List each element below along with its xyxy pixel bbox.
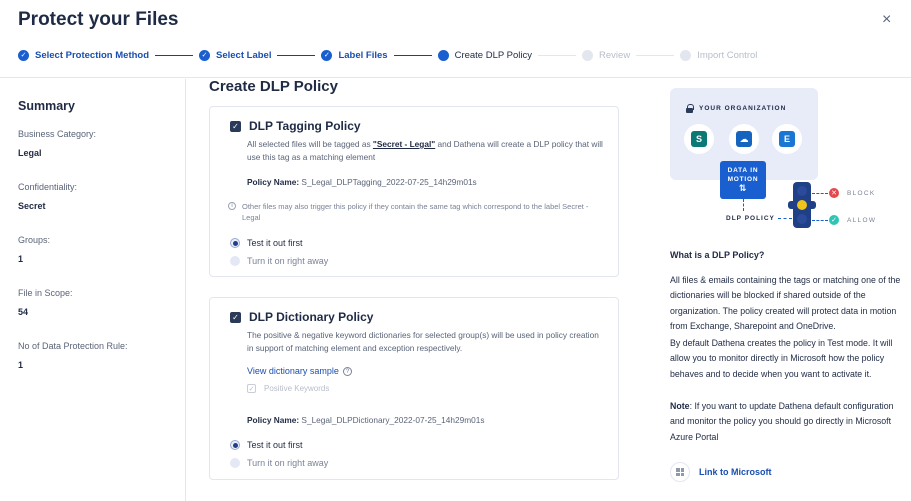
link-label: View dictionary sample <box>247 366 339 376</box>
summary-value: Secret <box>18 201 46 211</box>
link-to-microsoft[interactable] <box>670 462 772 482</box>
onedrive-icon <box>729 124 759 154</box>
step-label-files[interactable]: ✓ Label Files <box>321 50 387 61</box>
onedrive-glyph: ☁ <box>736 131 752 147</box>
step-create-dlp-policy: Create DLP Policy <box>438 50 532 61</box>
stepper <box>18 47 757 63</box>
organization-label <box>686 104 786 112</box>
tag-name: "Secret - Legal" <box>372 139 436 149</box>
radio-label: Test it out first <box>247 440 303 450</box>
view-dictionary-sample-link[interactable] <box>247 366 352 376</box>
desc-text: and Dathena will create a DLP policy that will use this tag as a matching element <box>247 139 603 162</box>
badge-line: MOTION <box>727 176 759 183</box>
radio-turn-on[interactable] <box>230 256 328 266</box>
info-paragraph: By default Dathena creates the policy in Test mode. It will allow you to monitor directly in Microsoft how the policy behaves and to decide when you want to activate it. <box>670 338 893 379</box>
current-step-dot <box>438 50 449 61</box>
radio-label: Turn it on right away <box>247 256 329 266</box>
summary-value: 54 <box>18 307 29 317</box>
info-paragraph: All files & emails containing the tags or matching one of the dictionaries will be blocked if shared outside of the organization. The policy created will protect data in motion from Exchange, Sharepoint and OneDrive. <box>670 275 901 331</box>
data-in-motion-badge <box>720 161 766 199</box>
info-note <box>228 201 608 223</box>
traffic-light-icon <box>793 182 811 228</box>
block-label: BLOCK <box>847 190 876 197</box>
org-label-text: YOUR ORGANIZATION <box>699 104 787 112</box>
summary-sidebar <box>0 79 186 501</box>
checkbox-checked-icon: ✓ <box>230 312 241 323</box>
microsoft-icon <box>670 462 690 482</box>
flow-line <box>778 218 792 219</box>
card-title: DLP Tagging Policy <box>249 119 361 133</box>
step-import-control: Import Control <box>680 50 757 61</box>
checkbox-checked-icon: ✓ <box>230 121 241 132</box>
step-connector <box>538 55 576 56</box>
radio-test-first[interactable] <box>230 238 303 248</box>
summary-value: 1 <box>18 360 24 370</box>
card-title: DLP Dictionary Policy <box>249 310 374 324</box>
policy-name <box>247 415 485 425</box>
help-icon: ? <box>343 367 352 376</box>
pending-step-dot <box>582 50 593 61</box>
dlp-tagging-checkbox[interactable] <box>230 119 361 133</box>
policy-name-value: S_Legal_DLPDictionary_2022-07-25_14h29m01s <box>299 415 485 425</box>
radio-test-first[interactable] <box>230 440 303 450</box>
radio-unselected-icon <box>230 256 240 266</box>
badge-line: DATA IN <box>727 167 759 174</box>
policy-name <box>247 177 477 187</box>
check-icon: ✓ <box>321 50 332 61</box>
radio-selected-icon <box>230 238 240 248</box>
flow-line <box>812 220 828 221</box>
dlp-tagging-card <box>209 106 619 277</box>
arrows-icon: ⇅ <box>738 183 748 193</box>
light-top <box>797 186 807 196</box>
radio-selected-icon <box>230 440 240 450</box>
radio-turn-on[interactable] <box>230 458 328 468</box>
step-connector <box>394 55 432 56</box>
pending-step-dot <box>680 50 691 61</box>
dlp-dictionary-checkbox[interactable] <box>230 310 373 324</box>
dlp-policy-label: DLP POLICY <box>726 215 775 222</box>
radio-label: Turn it on right away <box>247 458 329 468</box>
positive-keywords-checkbox <box>247 384 329 393</box>
note-text: : If you want to update Dathena default configuration and monitor the policy you should go directly in Microsoft Azure Portal <box>670 401 894 442</box>
summary-label: Confidentiality: <box>18 182 78 192</box>
summary-value: 1 <box>18 254 24 264</box>
step-review: Review <box>582 50 630 61</box>
check-icon: ✓ <box>18 50 29 61</box>
checkbox-disabled-icon: ✓ <box>248 385 255 393</box>
step-select-protection-method[interactable]: ✓ Select Protection Method <box>18 50 149 61</box>
info-note <box>670 399 902 445</box>
step-select-label[interactable]: ✓ Select Label <box>199 50 271 61</box>
summary-label: Business Category: <box>18 129 97 139</box>
exchange-glyph: E <box>779 131 795 147</box>
light-bottom <box>797 214 807 224</box>
policy-name-value: S_Legal_DLPTagging_2022-07-25_14h29m01s <box>299 177 477 187</box>
block-icon: ✕ <box>829 188 839 198</box>
dlp-dictionary-card <box>209 297 619 480</box>
desc-text: All selected files will be tagged as <box>247 139 373 149</box>
page-title: Protect your Files <box>18 9 179 30</box>
close-icon[interactable]: × <box>882 11 892 28</box>
note-label: Note <box>670 401 690 411</box>
link-label: Link to Microsoft <box>699 467 772 477</box>
section-heading: Create DLP Policy <box>209 79 338 95</box>
info-panel <box>642 79 911 501</box>
flow-line <box>812 193 828 194</box>
policy-name-label: Policy Name: <box>247 415 300 425</box>
modal-header <box>0 0 911 78</box>
radio-unselected-icon <box>230 458 240 468</box>
lock-icon <box>686 104 693 112</box>
sharepoint-icon <box>684 124 714 154</box>
radio-label: Test it out first <box>247 238 303 248</box>
sharepoint-glyph: S <box>691 131 707 147</box>
summary-heading: Summary <box>18 99 75 113</box>
step-connector <box>155 55 193 56</box>
info-heading: What is a DLP Policy? <box>670 250 765 260</box>
summary-label: Groups: <box>18 235 51 245</box>
summary-label: File in Scope: <box>18 288 73 298</box>
check-icon: ✓ <box>199 50 210 61</box>
info-icon: i <box>228 202 236 210</box>
step-connector <box>636 55 674 56</box>
summary-label: No of Data Protection Rule: <box>18 341 128 351</box>
summary-value: Legal <box>18 148 42 158</box>
allow-icon: ✓ <box>829 215 839 225</box>
step-connector <box>277 55 315 56</box>
allow-label: ALLOW <box>847 217 877 224</box>
card-description: The positive & negative keyword dictionaries for selected group(s) will be used in policy creation in support of matching element and exception respectively. <box>247 330 599 353</box>
policy-name-label: Policy Name: <box>247 177 300 187</box>
card-description <box>247 138 607 164</box>
info-text: Other files may also trigger this policy if they contain the same tag which correspond to the label Secret - Legal <box>242 202 589 222</box>
light-middle <box>797 200 807 210</box>
checkbox-label: Positive Keywords <box>264 384 330 393</box>
flow-line <box>743 199 744 211</box>
exchange-icon <box>772 124 802 154</box>
main-content <box>186 79 642 501</box>
